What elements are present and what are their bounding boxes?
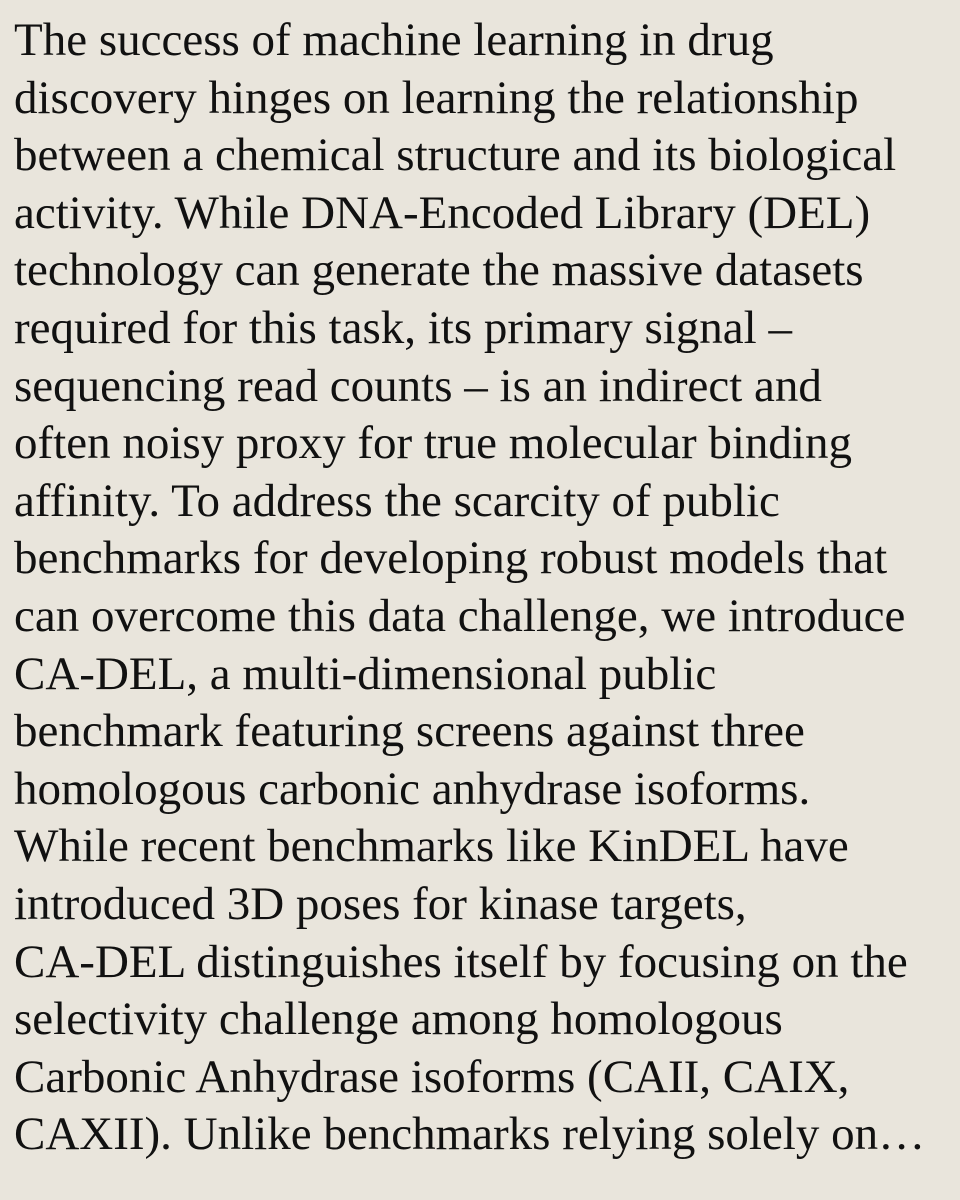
- text-line: CA-DEL, a multi-dimensional public: [14, 647, 717, 700]
- text-line: can overcome this data challenge, we introduce: [14, 589, 906, 642]
- text-line: required for this task, its primary signal –: [14, 301, 792, 354]
- text-line: CA-DEL distinguishes itself by focusing on the: [14, 935, 908, 988]
- text-line: selectivity challenge among homologous: [14, 993, 783, 1046]
- text-line: Carbonic Anhydrase isoforms (CAII, CAIX,: [14, 1050, 850, 1103]
- text-line: discovery hinges on learning the relationship: [14, 71, 859, 124]
- text-line: benchmark featuring screens against three: [14, 705, 805, 758]
- text-line: affinity. To address the scarcity of public: [14, 474, 780, 527]
- text-line: sequencing read counts – is an indirect and: [14, 359, 822, 412]
- abstract-text: [14, 12, 946, 1164]
- text-line: introduced 3D poses for kinase targets,: [14, 877, 747, 930]
- text-line: benchmarks for developing robust models that: [14, 532, 888, 585]
- text-line: technology can generate the massive datasets: [14, 244, 864, 297]
- text-line: between a chemical structure and its biological: [14, 129, 897, 182]
- text-line: activity. While DNA-Encoded Library (DEL): [14, 186, 871, 239]
- text-line: The success of machine learning in drug: [14, 14, 774, 66]
- text-line: homologous carbonic anhydrase isoforms.: [14, 762, 811, 815]
- text-line: While recent benchmarks like KinDEL have: [14, 820, 849, 873]
- text-line: CAXII). Unlike benchmarks relying solely on…: [14, 1108, 926, 1161]
- text-line: often noisy proxy for true molecular binding: [14, 417, 852, 470]
